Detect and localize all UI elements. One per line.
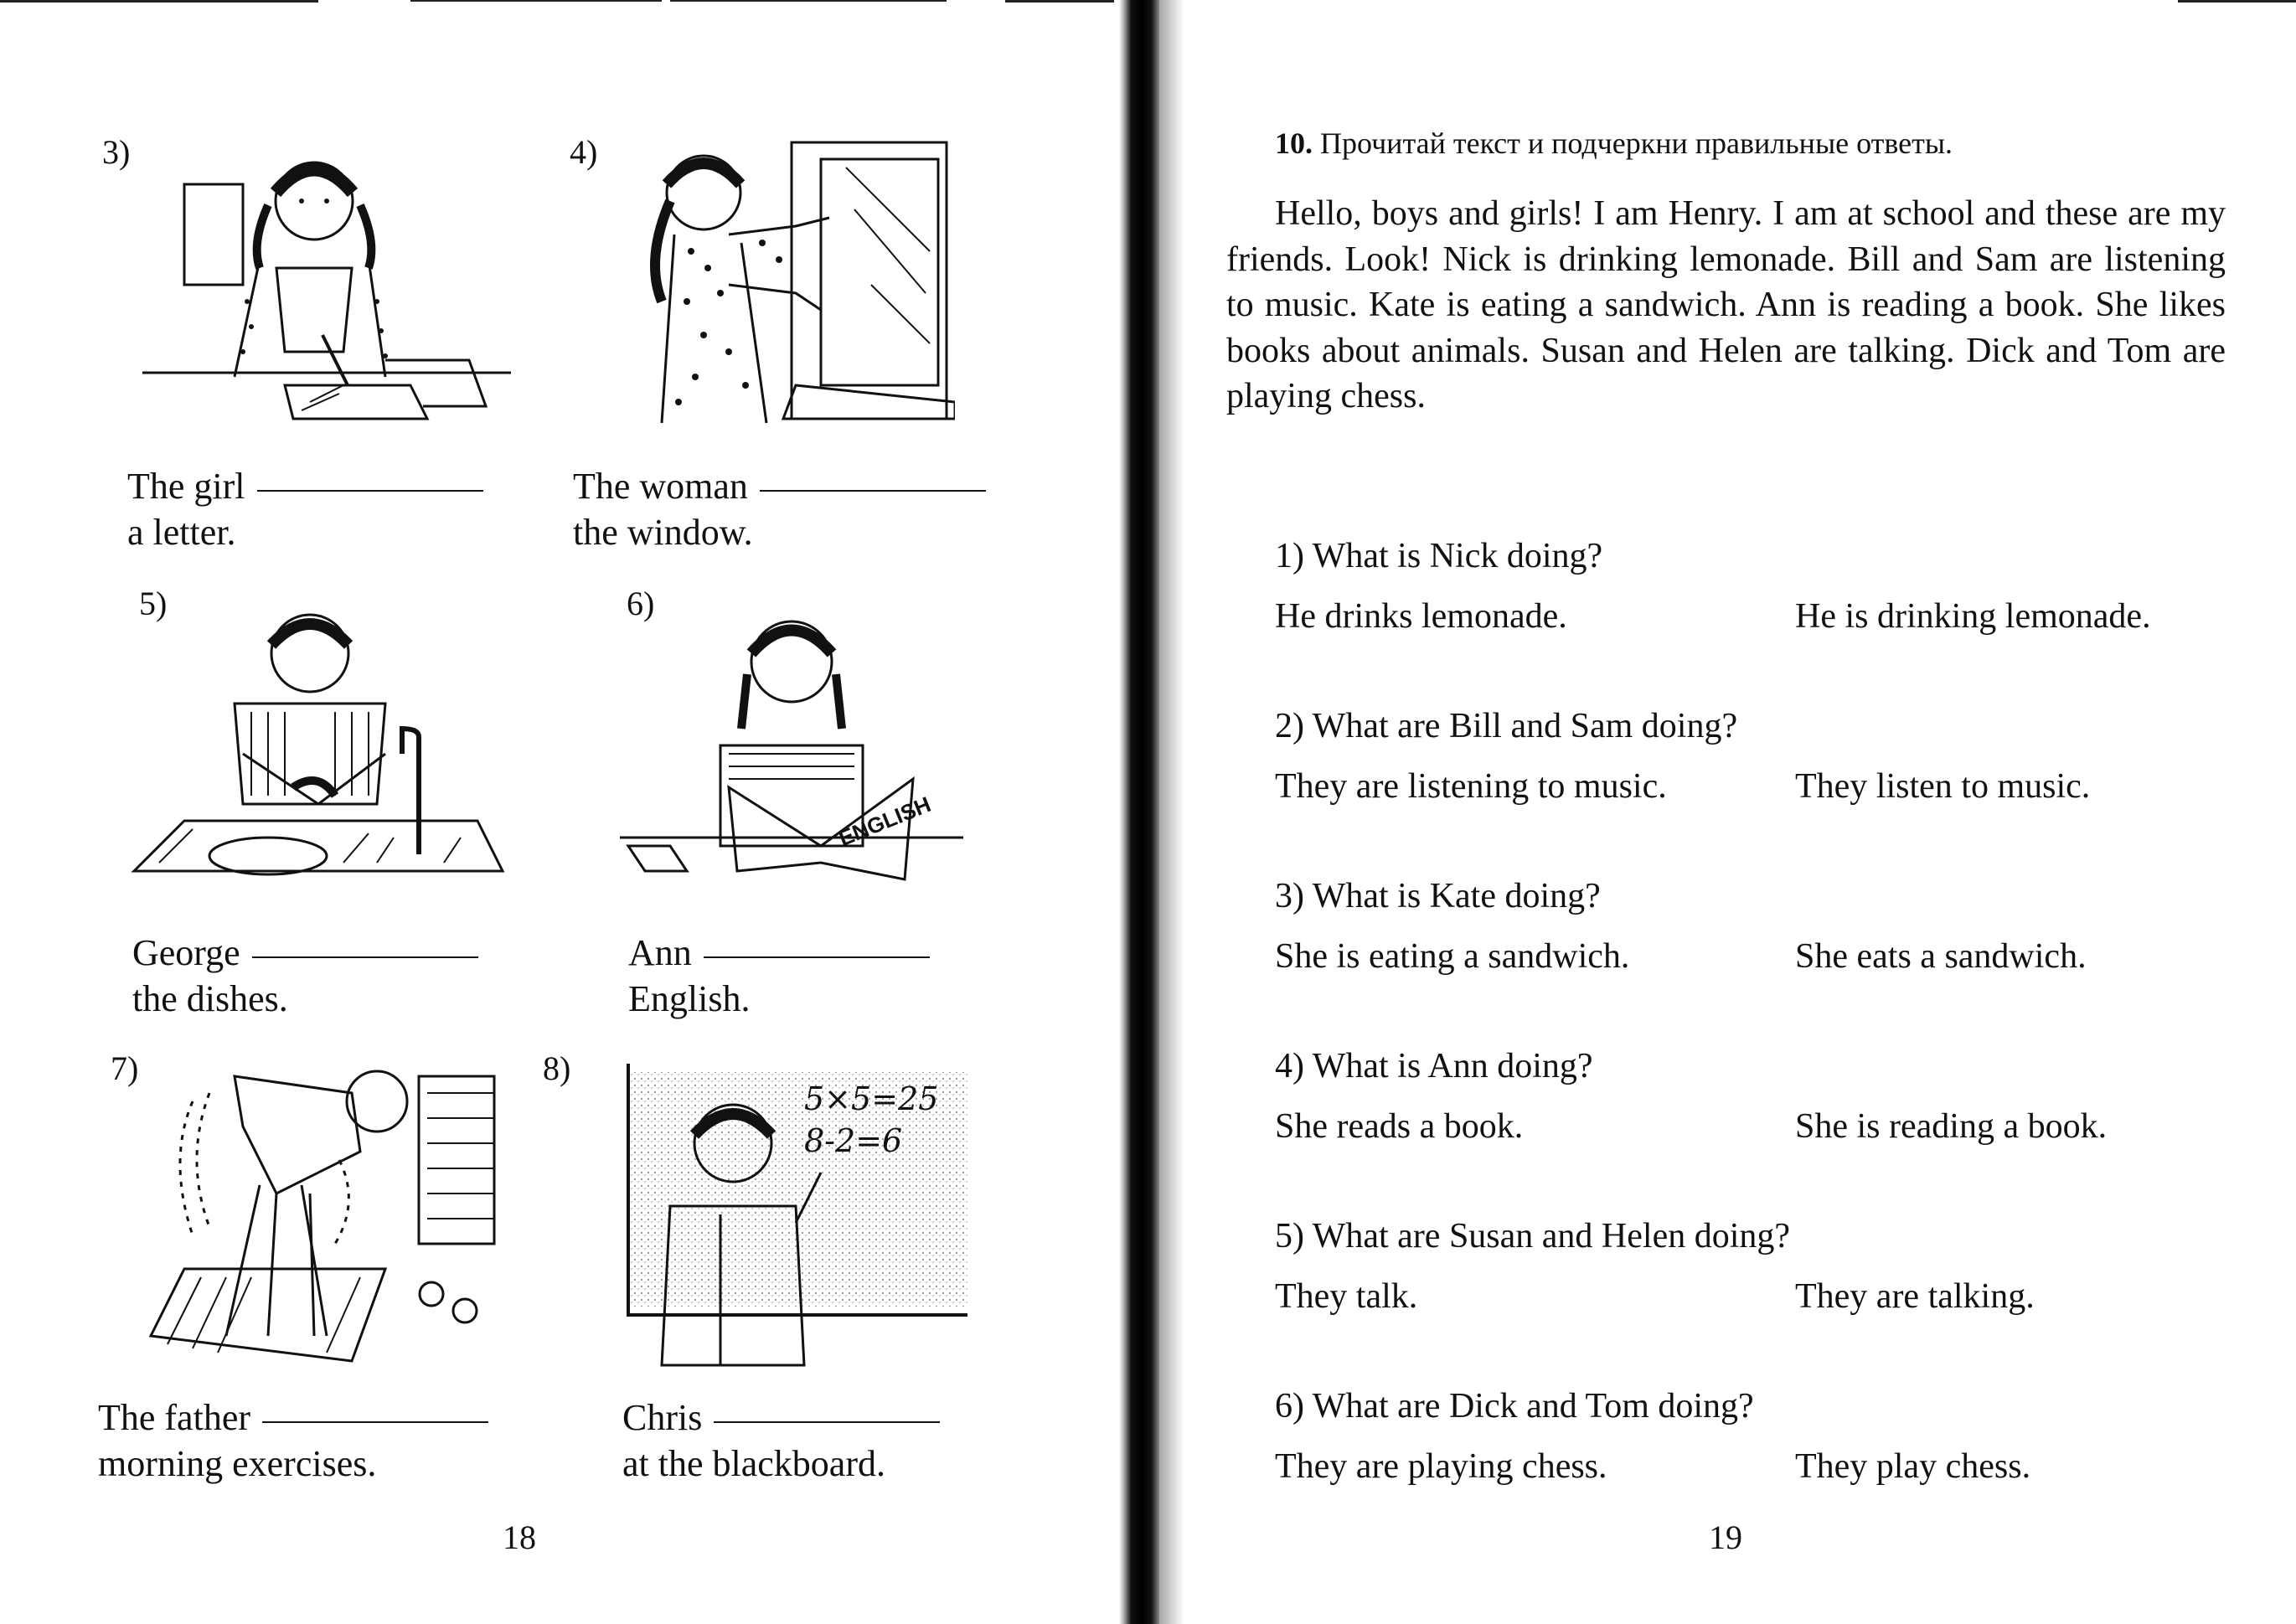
- answer-option-b[interactable]: She eats a sandwich.: [1795, 937, 2087, 976]
- board-equation: 5×5=25: [804, 1080, 939, 1117]
- caption-end: at the blackboard.: [622, 1443, 885, 1484]
- answer-blank[interactable]: [257, 490, 483, 492]
- caption-end: the window.: [573, 512, 753, 553]
- woman-window-illustration: [628, 134, 955, 436]
- question: 6) What are Dick and Tom doing?: [1275, 1387, 1754, 1426]
- question: 2) What are Bill and Sam doing?: [1275, 707, 1738, 745]
- item-number: 5): [139, 585, 168, 622]
- answer-option-a[interactable]: She reads a book.: [1275, 1107, 1524, 1146]
- caption-start: Chris: [622, 1397, 703, 1438]
- caption-start: The woman: [573, 466, 748, 507]
- fill-in-caption: [127, 463, 483, 555]
- scan-edge-mark: [0, 0, 318, 3]
- caption-start: Ann: [628, 932, 692, 973]
- answer-option-a[interactable]: They are listening to music.: [1275, 767, 1667, 806]
- boy-washing-dishes-illustration: [126, 586, 511, 905]
- page-number: 18: [503, 1518, 536, 1556]
- caption-end: English.: [628, 978, 751, 1019]
- item-number: 3): [102, 133, 131, 171]
- task-heading: [1275, 126, 1953, 161]
- item-number: 4): [570, 133, 598, 171]
- fill-in-caption: [132, 930, 478, 1022]
- answer-blank[interactable]: [704, 956, 930, 958]
- item-number: 7): [111, 1049, 139, 1087]
- page-number: 19: [1709, 1518, 1742, 1556]
- gutter-shadow: [1159, 0, 1184, 1624]
- book-gutter: [1119, 0, 1159, 1624]
- fill-in-caption: [98, 1395, 488, 1487]
- question: 5) What are Susan and Helen doing?: [1275, 1217, 1791, 1255]
- caption-end: a letter.: [127, 512, 236, 553]
- answer-option-a[interactable]: She is eating a sandwich.: [1275, 937, 1630, 976]
- board-equation: 8-2=6: [804, 1122, 903, 1159]
- answer-option-b[interactable]: She is reading a book.: [1795, 1107, 2108, 1146]
- answer-option-b[interactable]: They listen to music.: [1795, 767, 2091, 806]
- fill-in-caption: [628, 930, 930, 1022]
- girl-writing-illustration: [134, 134, 511, 436]
- answer-blank[interactable]: [262, 1421, 488, 1423]
- scan-edge-mark: [1005, 0, 1114, 3]
- girl-reading-illustration: [611, 595, 972, 896]
- caption-end: the dishes.: [132, 978, 288, 1019]
- answer-option-a[interactable]: They are playing chess.: [1275, 1447, 1607, 1486]
- task-instruction: Прочитай текст и подчеркни правильные ответы.: [1320, 126, 1953, 160]
- question: 1) What is Nick doing?: [1275, 537, 1603, 575]
- question: 3) What is Kate doing?: [1275, 877, 1601, 915]
- answer-option-b[interactable]: He is drinking lemonade.: [1795, 597, 2151, 636]
- item-number: 6): [627, 585, 655, 622]
- boy-at-blackboard-illustration: [620, 1064, 972, 1374]
- caption-start: The father: [98, 1397, 250, 1438]
- fill-in-caption: [573, 463, 986, 555]
- answer-option-b[interactable]: They are talking.: [1795, 1277, 2035, 1316]
- caption-start: The girl: [127, 466, 245, 507]
- task-number: 10.: [1275, 126, 1313, 160]
- answer-option-b[interactable]: They play chess.: [1795, 1447, 2031, 1486]
- book-cover-label: ENGLISH: [834, 791, 935, 852]
- scan-edge-mark: [410, 0, 662, 2]
- scan-edge-mark: [670, 0, 947, 2]
- scan-edge-mark: [2178, 0, 2296, 3]
- fill-in-caption: [622, 1395, 940, 1487]
- answer-option-a[interactable]: They talk.: [1275, 1277, 1418, 1316]
- father-exercising-illustration: [134, 1059, 503, 1369]
- caption-start: George: [132, 932, 240, 973]
- answer-option-a[interactable]: He drinks lemonade.: [1275, 597, 1567, 636]
- answer-blank[interactable]: [714, 1421, 940, 1423]
- item-number: 8): [543, 1049, 571, 1087]
- question: 4) What is Ann doing?: [1275, 1047, 1593, 1085]
- caption-end: morning exercises.: [98, 1443, 377, 1484]
- answer-blank[interactable]: [252, 956, 478, 958]
- reading-text: Hello, boys and girls! I am Henry. I am at school and these are my friends. Look! Nick is drinking lemonade. Bill and Sam are listening to music. Kate is eating a sandwich. Ann is reading a book. She likes books about animals. Susan and Helen are talking. Dick and Tom are playing chess.: [1226, 194, 2226, 415]
- answer-blank[interactable]: [760, 490, 986, 492]
